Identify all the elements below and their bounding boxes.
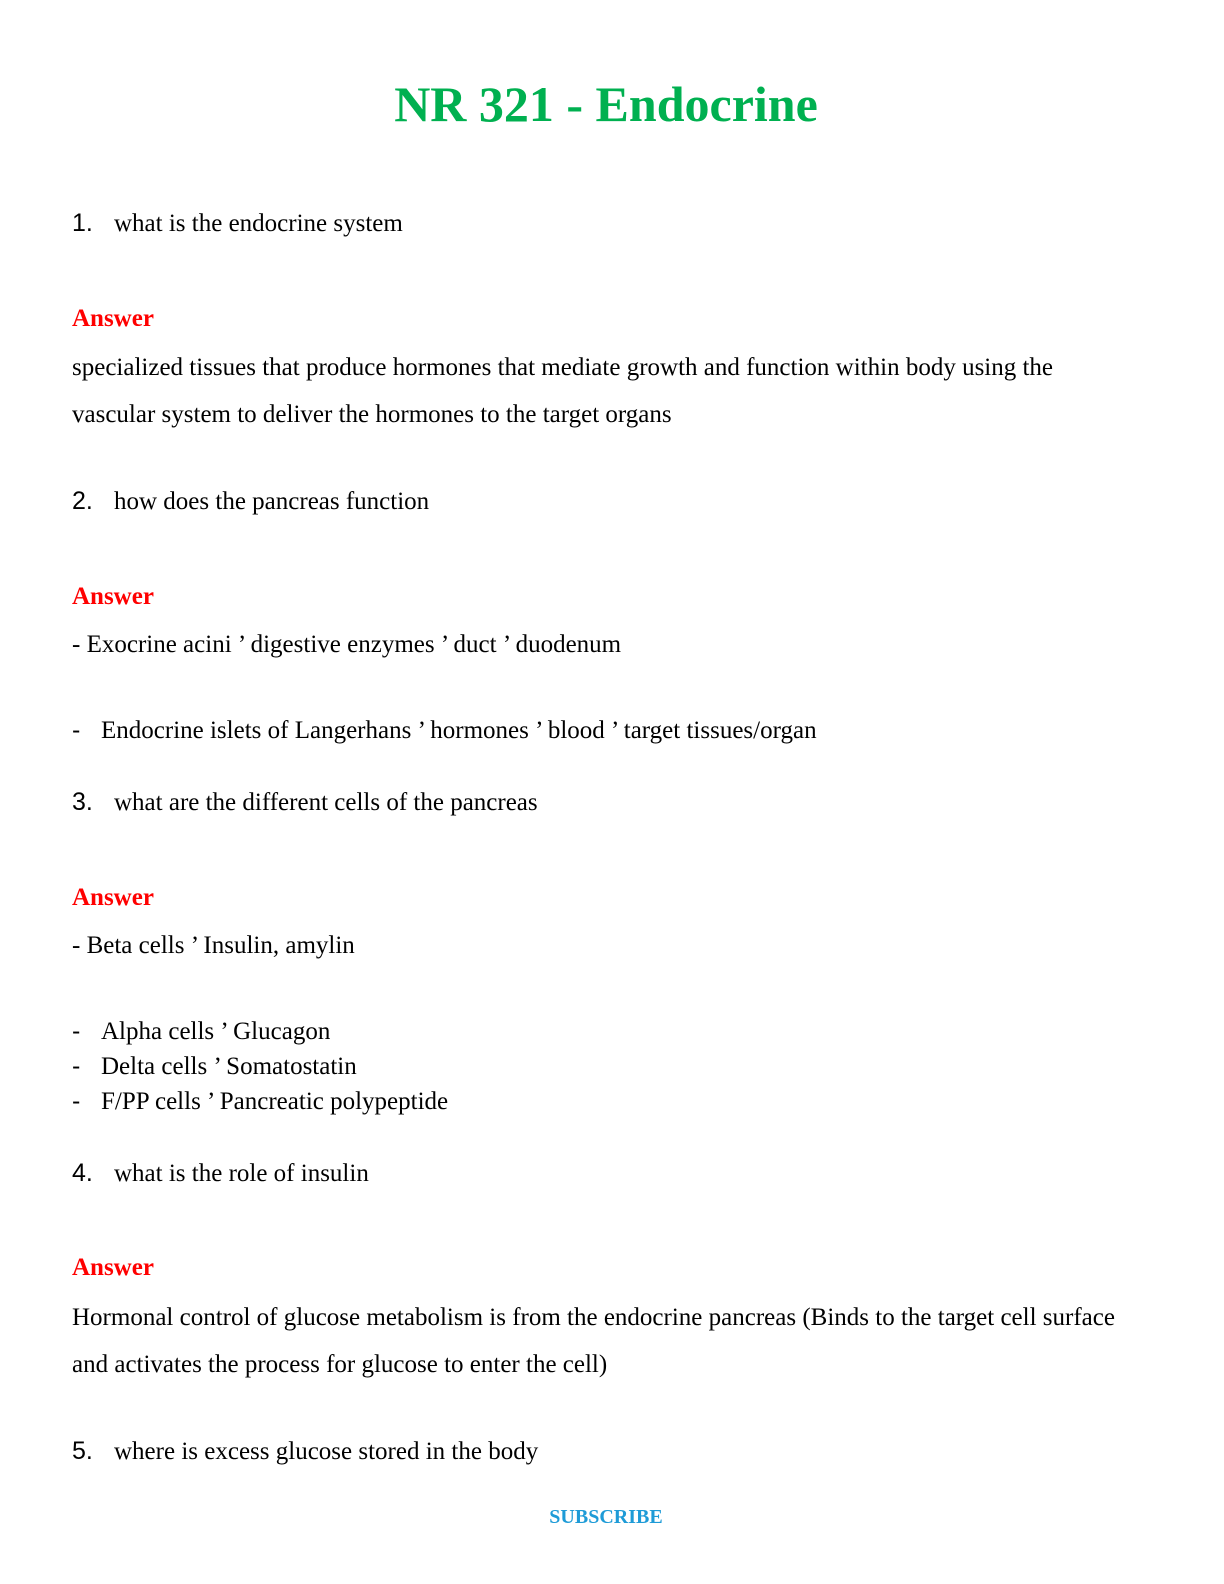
answer-label-4: Answer [72, 1254, 154, 1281]
question-number: 3. [72, 788, 93, 816]
question-number: 5. [72, 1437, 93, 1465]
answer-text-4: Hormonal control of glucose metabolism is from the endocrine pancreas (Binds to the target cell surface and activates the process for glucose to enter the cell) [72, 1304, 1115, 1378]
subscribe-link[interactable]: SUBSCRIBE [549, 1506, 663, 1528]
bullet-text: Endocrine islets of Langerhans ’ hormones ’ blood ’ target tissues/organ [101, 717, 817, 744]
question-number: 4. [72, 1159, 93, 1187]
question-text: where is excess glucose stored in the body [114, 1438, 539, 1465]
answer-label-2: Answer [72, 583, 154, 610]
question-number: 1. [72, 209, 93, 237]
question-1 [72, 207, 403, 240]
answer-line-2: - Exocrine acini ’ digestive enzymes ’ duct ’ duodenum [72, 631, 622, 658]
question-text: what is the role of insulin [114, 1160, 369, 1187]
question-3 [72, 786, 538, 819]
question-5 [72, 1435, 538, 1468]
bullet-item [72, 714, 817, 747]
answer-text-1: specialized tissues that produce hormones that mediate growth and function within body using the vascular system to deliver the hormones to the target organs [72, 354, 1054, 428]
question-4 [72, 1157, 369, 1190]
answer-label-3: Answer [72, 884, 154, 911]
question-number: 2. [72, 487, 93, 515]
question-text: what are the different cells of the pancreas [114, 789, 538, 816]
bullet-dash: - [72, 1087, 81, 1115]
bullet-dash: - [72, 716, 81, 744]
document-title: NR 321 - Endocrine [394, 76, 818, 132]
answer-label-1: Answer [72, 305, 154, 332]
question-text: how does the pancreas function [114, 488, 430, 515]
bullet-item [72, 1050, 357, 1083]
bullet-text: F/PP cells ’ Pancreatic polypeptide [101, 1088, 449, 1115]
answer-line-3: - Beta cells ’ Insulin, amylin [72, 932, 355, 959]
bullet-item [72, 1015, 330, 1048]
bullet-dash: - [72, 1017, 81, 1045]
question-text: what is the endocrine system [114, 210, 403, 237]
bullet-text: Alpha cells ’ Glucagon [101, 1018, 331, 1045]
bullet-item [72, 1085, 448, 1118]
bullet-dash: - [72, 1052, 81, 1080]
question-2 [72, 485, 429, 518]
bullet-text: Delta cells ’ Somatostatin [101, 1053, 357, 1080]
